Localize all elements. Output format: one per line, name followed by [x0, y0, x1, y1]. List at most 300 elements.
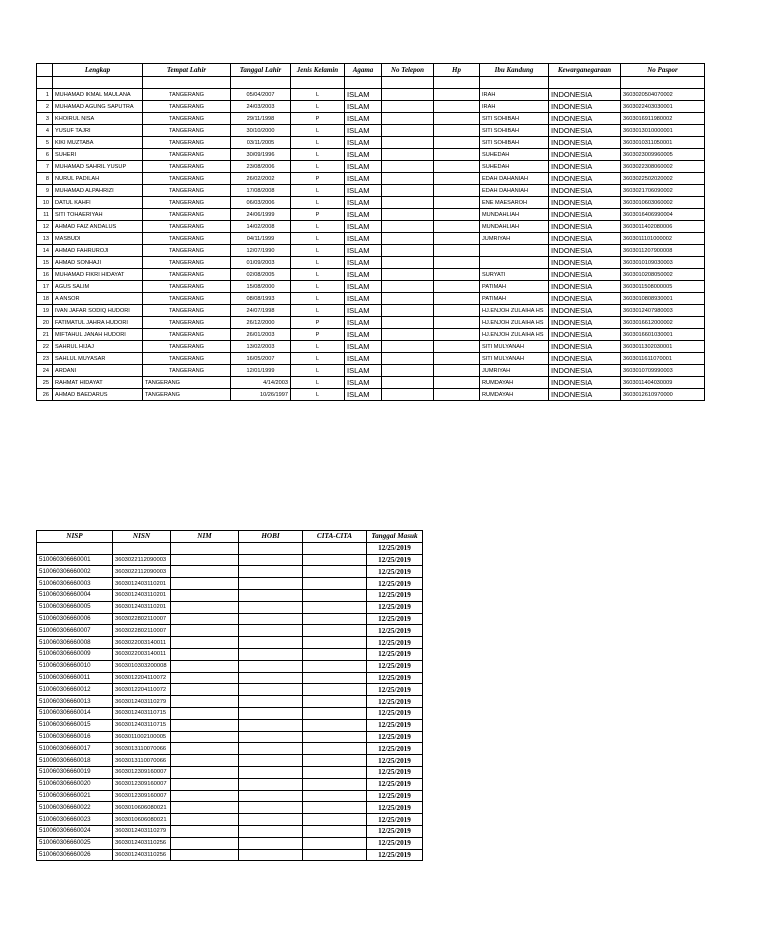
hp-cell [434, 125, 480, 137]
phone-cell [382, 281, 434, 293]
table1-body [37, 89, 705, 401]
table-row [37, 625, 423, 637]
nisp-cell: 510060306660015 [37, 719, 113, 731]
hp-cell [434, 353, 480, 365]
religion-cell: ISLAM [345, 353, 382, 365]
hobi-cell [239, 814, 303, 826]
hp-cell [434, 257, 480, 269]
row-number-cell: 3 [37, 113, 53, 125]
hobi-cell [239, 790, 303, 802]
cita-cita-cell [303, 578, 367, 590]
phone-cell [382, 257, 434, 269]
nisp-cell: 510060306660004 [37, 589, 113, 601]
nim-cell [171, 802, 239, 814]
passport-cell: 3603011207900008 [621, 245, 705, 257]
nisp-cell: 510060306660006 [37, 613, 113, 625]
hp-cell [434, 329, 480, 341]
gender-cell: L [291, 185, 345, 197]
religion-cell: ISLAM [345, 269, 382, 281]
row-number-cell: 8 [37, 173, 53, 185]
row-number-cell: 11 [37, 209, 53, 221]
mother-name-cell: MUNDAHLIAH [480, 209, 549, 221]
nisn-cell: 3603022802110007 [113, 613, 171, 625]
religion-cell: ISLAM [345, 149, 382, 161]
phone-cell [382, 341, 434, 353]
hp-cell [434, 101, 480, 113]
mother-name-cell: RUMDAYAH [480, 389, 549, 401]
nationality-cell: INDONESIA [549, 341, 621, 353]
birthplace-cell: TANGERANG [143, 101, 231, 113]
table-row [37, 365, 705, 377]
gender-cell: L [291, 149, 345, 161]
col-no-header [37, 64, 53, 77]
gender-cell: L [291, 389, 345, 401]
birthdate-cell: 26/01/2003 [231, 329, 291, 341]
nationality-cell: INDONESIA [549, 89, 621, 101]
table-row [37, 173, 705, 185]
full-name-cell: MUHAMAD ALPAHRIZI [53, 185, 143, 197]
table-row [37, 790, 423, 802]
tanggal-masuk-cell: 12/25/2019 [367, 625, 423, 637]
birthplace-cell: TANGERANG [143, 389, 231, 401]
nisp-cell: 510060306660008 [37, 637, 113, 649]
table-row [37, 825, 423, 837]
tanggal-masuk-cell: 12/25/2019 [367, 648, 423, 660]
phone-cell [382, 317, 434, 329]
nationality-cell: INDONESIA [549, 329, 621, 341]
tanggal-masuk-cell: 12/25/2019 [367, 696, 423, 708]
hp-cell [434, 365, 480, 377]
nim-cell [171, 601, 239, 613]
cita-cita-cell [303, 566, 367, 578]
tanggal-masuk-cell: 12/25/2019 [367, 837, 423, 849]
passport-cell: 3603016406990004 [621, 209, 705, 221]
nim-cell [171, 766, 239, 778]
passport-cell: 3603022403030001 [621, 101, 705, 113]
passport-cell: 3603016612000002 [621, 317, 705, 329]
cita-cita-cell [303, 672, 367, 684]
tanggal-masuk-cell: 12/25/2019 [367, 802, 423, 814]
passport-cell: 3603023009960005 [621, 149, 705, 161]
table-row [37, 221, 705, 233]
passport-cell: 3603011101000002 [621, 233, 705, 245]
nisp-cell: 510060306660026 [37, 849, 113, 861]
nisp-cell: 510060306660009 [37, 648, 113, 660]
hp-cell [434, 149, 480, 161]
full-name-cell: SAHRUL HIJAJ [53, 341, 143, 353]
birthdate-cell: 05/04/2007 [231, 89, 291, 101]
nationality-cell: INDONESIA [549, 353, 621, 365]
full-name-cell: MASBUDI [53, 233, 143, 245]
birthdate-cell: 06/03/2006 [231, 197, 291, 209]
cita-cita-cell [303, 707, 367, 719]
table-row [37, 317, 705, 329]
nim-cell [171, 790, 239, 802]
nisn-cell: 3603012403110279 [113, 825, 171, 837]
religion-cell: ISLAM [345, 173, 382, 185]
row-number-cell: 9 [37, 185, 53, 197]
nisn-cell: 3603011002100005 [113, 731, 171, 743]
gender-cell: L [291, 221, 345, 233]
phone-cell [382, 197, 434, 209]
religion-cell: ISLAM [345, 101, 382, 113]
full-name-cell: AGUS SALIM [53, 281, 143, 293]
tanggal-masuk-cell: 12/25/2019 [367, 719, 423, 731]
cita-cita-cell [303, 837, 367, 849]
hp-cell [434, 89, 480, 101]
nim-cell [171, 566, 239, 578]
col-jenis-kelamin-header: Jenis Kelamin [291, 64, 345, 77]
table-row [37, 589, 423, 601]
mother-name-cell: MUNDAHLIAH [480, 221, 549, 233]
nisn-cell: 3603022003140011 [113, 637, 171, 649]
table-row [37, 137, 705, 149]
gender-cell: L [291, 281, 345, 293]
full-name-cell: MUHAMAD FIKRI HIDAYAT [53, 269, 143, 281]
birthdate-cell: 01/09/2003 [231, 257, 291, 269]
nisp-cell: 510060306660005 [37, 601, 113, 613]
full-name-cell: SAHLUL MUYASAR [53, 353, 143, 365]
col-tempat-lahir-header: Tempat Lahir [143, 64, 231, 77]
hp-cell [434, 317, 480, 329]
nisn-cell: 3603022003140011 [113, 648, 171, 660]
gender-cell: L [291, 197, 345, 209]
passport-cell: 3603022308060002 [621, 161, 705, 173]
nisn-cell: 3603012309160007 [113, 778, 171, 790]
col-nisn-header: NISN [113, 531, 171, 543]
hobi-cell [239, 755, 303, 767]
phone-cell [382, 245, 434, 257]
col-tanggal-masuk-header: Tanggal Masuk [367, 531, 423, 543]
hobi-cell [239, 696, 303, 708]
phone-cell [382, 233, 434, 245]
birthdate-cell: 03/11/2005 [231, 137, 291, 149]
hp-cell [434, 377, 480, 389]
table-row [37, 209, 705, 221]
nationality-cell: INDONESIA [549, 161, 621, 173]
gender-cell: P [291, 113, 345, 125]
gender-cell: L [291, 245, 345, 257]
nim-cell [171, 849, 239, 861]
row-number-cell: 25 [37, 377, 53, 389]
gender-cell: L [291, 353, 345, 365]
nisn-cell: 3603012309160007 [113, 790, 171, 802]
birthdate-cell: 12/01/1999 [231, 365, 291, 377]
table-row [37, 778, 423, 790]
cita-cita-cell [303, 825, 367, 837]
gender-cell: P [291, 173, 345, 185]
phone-cell [382, 149, 434, 161]
birthplace-cell: TANGERANG [143, 173, 231, 185]
nim-cell [171, 755, 239, 767]
row-number-cell: 2 [37, 101, 53, 113]
full-name-cell: A ANSOR [53, 293, 143, 305]
birthplace-cell: TANGERANG [143, 353, 231, 365]
religion-cell: ISLAM [345, 185, 382, 197]
religion-cell: ISLAM [345, 305, 382, 317]
nisp-cell: 510060306660010 [37, 660, 113, 672]
hobi-cell [239, 743, 303, 755]
birthplace-cell: TANGERANG [143, 149, 231, 161]
hp-cell [434, 209, 480, 221]
nisn-cell: 3603012403110201 [113, 589, 171, 601]
birthplace-cell: TANGERANG [143, 113, 231, 125]
birthdate-cell: 24/07/1998 [231, 305, 291, 317]
full-name-cell: IVAN JAFAR SODIQ HUDORI [53, 305, 143, 317]
table-row [37, 566, 423, 578]
nim-cell [171, 672, 239, 684]
table-row [37, 601, 423, 613]
phone-cell [382, 209, 434, 221]
full-name-cell: KIKI MUZTABA [53, 137, 143, 149]
nisp-cell: 510060306660020 [37, 778, 113, 790]
table-row [37, 637, 423, 649]
phone-cell [382, 221, 434, 233]
mother-name-cell [480, 257, 549, 269]
table-row [37, 185, 705, 197]
religion-cell: ISLAM [345, 293, 382, 305]
full-name-cell: AHMAD SONHAJI [53, 257, 143, 269]
birthplace-cell: TANGERANG [143, 257, 231, 269]
birthplace-cell: TANGERANG [143, 89, 231, 101]
hp-cell [434, 293, 480, 305]
tanggal-masuk-cell: 12/25/2019 [367, 613, 423, 625]
table-row [37, 719, 423, 731]
birthplace-cell: TANGERANG [143, 209, 231, 221]
cita-cita-cell [303, 743, 367, 755]
nisp-cell: 510060306660014 [37, 707, 113, 719]
nisp-cell: 510060306660012 [37, 684, 113, 696]
mother-name-cell: EDAH DAHANIAH [480, 185, 549, 197]
table-row [37, 578, 423, 590]
row-number-cell: 22 [37, 341, 53, 353]
mother-name-cell: SUHEDAH [480, 149, 549, 161]
nisn-cell: 3603012403110201 [113, 578, 171, 590]
gender-cell: L [291, 341, 345, 353]
hobi-cell [239, 731, 303, 743]
nationality-cell: INDONESIA [549, 293, 621, 305]
row-number-cell: 19 [37, 305, 53, 317]
tanggal-masuk-cell: 12/25/2019 [367, 601, 423, 613]
table-row [37, 101, 705, 113]
full-name-cell: KHOIRUL NISA [53, 113, 143, 125]
mother-name-cell: PATIMAH [480, 293, 549, 305]
passport-cell: 3603020504070002 [621, 89, 705, 101]
table-row [37, 613, 423, 625]
nisn-cell: 3603012403110715 [113, 719, 171, 731]
table-row [37, 802, 423, 814]
hobi-cell [239, 637, 303, 649]
nisn-cell: 3603010606080021 [113, 802, 171, 814]
hp-cell [434, 245, 480, 257]
hp-cell [434, 341, 480, 353]
nim-cell [171, 684, 239, 696]
hobi-cell [239, 554, 303, 566]
nisp-cell: 510060306660019 [37, 766, 113, 778]
hp-cell [434, 221, 480, 233]
table-row [37, 149, 705, 161]
table-row [37, 743, 423, 755]
cita-cita-cell [303, 637, 367, 649]
mother-name-cell: SITI MULYANAH [480, 353, 549, 365]
tanggal-masuk-cell: 12/25/2019 [367, 566, 423, 578]
cita-cita-cell [303, 849, 367, 861]
full-name-cell: MUHAMAD SAHRIL YUSUP [53, 161, 143, 173]
cita-cita-cell [303, 719, 367, 731]
cita-cita-cell [303, 613, 367, 625]
row-number-cell: 4 [37, 125, 53, 137]
table-row [37, 161, 705, 173]
religion-cell: ISLAM [345, 221, 382, 233]
col-nim-header: NIM [171, 531, 239, 543]
passport-cell: 3603016601030001 [621, 329, 705, 341]
col-no-telepon-header: No Telepon [382, 64, 434, 77]
nim-cell [171, 778, 239, 790]
nim-cell [171, 707, 239, 719]
table-row [37, 684, 423, 696]
cita-cita-cell [303, 660, 367, 672]
nisp-cell: 510060306660018 [37, 755, 113, 767]
mother-name-cell: SITI SOHIBAH [480, 113, 549, 125]
mother-name-cell: HJ.ENJOH ZULAIHA HS [480, 317, 549, 329]
nationality-cell: INDONESIA [549, 209, 621, 221]
birthdate-cell: 08/08/1993 [231, 293, 291, 305]
mother-name-cell: HJ.ENJOH ZULAIHA HS [480, 305, 549, 317]
nisp-cell: 510060306660002 [37, 566, 113, 578]
nisp-cell: 510060306660013 [37, 696, 113, 708]
phone-cell [382, 365, 434, 377]
nationality-cell: INDONESIA [549, 281, 621, 293]
table-row [37, 672, 423, 684]
table-row [37, 755, 423, 767]
mother-name-cell: PATIMAH [480, 281, 549, 293]
tanggal-masuk-cell: 12/25/2019 [367, 542, 423, 554]
tanggal-masuk-cell: 12/25/2019 [367, 743, 423, 755]
birthdate-cell: 26/02/2002 [231, 173, 291, 185]
tanggal-masuk-cell: 12/25/2019 [367, 849, 423, 861]
tanggal-masuk-cell: 12/25/2019 [367, 790, 423, 802]
hobi-cell [239, 578, 303, 590]
nationality-cell: INDONESIA [549, 269, 621, 281]
passport-cell: 3603022502020002 [621, 173, 705, 185]
full-name-cell: DATUL KAHFI [53, 197, 143, 209]
table-row [37, 257, 705, 269]
cita-cita-cell [303, 778, 367, 790]
full-name-cell: ARDANI [53, 365, 143, 377]
col-tanggal-lahir-header: Tanggal Lahir [231, 64, 291, 77]
phone-cell [382, 101, 434, 113]
cita-cita-cell [303, 731, 367, 743]
passport-cell: 3603016911980002 [621, 113, 705, 125]
phone-cell [382, 113, 434, 125]
row-number-cell: 15 [37, 257, 53, 269]
table-row [37, 281, 705, 293]
nim-cell [171, 837, 239, 849]
hp-cell [434, 113, 480, 125]
gender-cell: L [291, 89, 345, 101]
hp-cell [434, 197, 480, 209]
phone-cell [382, 329, 434, 341]
mother-name-cell: SURYATI [480, 269, 549, 281]
nisn-cell: 3603022112090003 [113, 566, 171, 578]
phone-cell [382, 305, 434, 317]
table-row [37, 389, 705, 401]
birthdate-cell: 10/26/1997 [231, 389, 291, 401]
student-identity-table [36, 63, 705, 401]
nationality-cell: INDONESIA [549, 125, 621, 137]
nim-cell [171, 743, 239, 755]
nisn-cell: 3603013110070066 [113, 755, 171, 767]
mother-name-cell: SITI MULYANAH [480, 341, 549, 353]
full-name-cell: AHMAD BAEDARUS [53, 389, 143, 401]
hobi-cell [239, 589, 303, 601]
mother-name-cell: ENE MAESAROH [480, 197, 549, 209]
birthdate-cell: 30/10/2000 [231, 125, 291, 137]
nisn-cell: 3603012309160007 [113, 766, 171, 778]
cita-cita-cell [303, 684, 367, 696]
full-name-cell: AHMAD FAHRUROJI [53, 245, 143, 257]
hobi-cell [239, 825, 303, 837]
religion-cell: ISLAM [345, 209, 382, 221]
hobi-cell [239, 719, 303, 731]
row-number-cell: 21 [37, 329, 53, 341]
table-row [37, 245, 705, 257]
passport-cell: 3603010109030003 [621, 257, 705, 269]
nationality-cell: INDONESIA [549, 377, 621, 389]
nim-cell [171, 719, 239, 731]
nationality-cell: INDONESIA [549, 317, 621, 329]
table-row [37, 849, 423, 861]
row-number-cell: 14 [37, 245, 53, 257]
tanggal-masuk-cell: 12/25/2019 [367, 637, 423, 649]
hobi-cell [239, 601, 303, 613]
table-row [37, 696, 423, 708]
phone-cell [382, 353, 434, 365]
phone-cell [382, 389, 434, 401]
table-row [37, 648, 423, 660]
religion-cell: ISLAM [345, 257, 382, 269]
hobi-cell [239, 802, 303, 814]
passport-cell: 3603010208050002 [621, 269, 705, 281]
birthdate-cell: 12/07/1990 [231, 245, 291, 257]
religion-cell: ISLAM [345, 113, 382, 125]
nim-cell [171, 625, 239, 637]
cita-cita-cell [303, 589, 367, 601]
hp-cell [434, 173, 480, 185]
birthdate-cell: 23/08/2006 [231, 161, 291, 173]
table-row [37, 329, 705, 341]
tanggal-masuk-cell: 12/25/2019 [367, 814, 423, 826]
nationality-cell: INDONESIA [549, 185, 621, 197]
birthdate-cell: 13/02/2003 [231, 341, 291, 353]
nim-cell [171, 589, 239, 601]
nim-cell [171, 731, 239, 743]
col-ibu-kandung-header: Ibu Kandung [480, 64, 549, 77]
nim-cell [171, 637, 239, 649]
tanggal-masuk-cell: 12/25/2019 [367, 825, 423, 837]
phone-cell [382, 89, 434, 101]
passport-cell: 3603010808930001 [621, 293, 705, 305]
birthplace-cell: TANGERANG [143, 125, 231, 137]
phone-cell [382, 293, 434, 305]
religion-cell: ISLAM [345, 377, 382, 389]
full-name-cell: SITI TOHAERIYAH [53, 209, 143, 221]
nationality-cell: INDONESIA [549, 257, 621, 269]
row-number-cell: 20 [37, 317, 53, 329]
nisn-cell: 3603012403110256 [113, 837, 171, 849]
nisn-cell: 3603012204110072 [113, 672, 171, 684]
nim-cell [171, 648, 239, 660]
